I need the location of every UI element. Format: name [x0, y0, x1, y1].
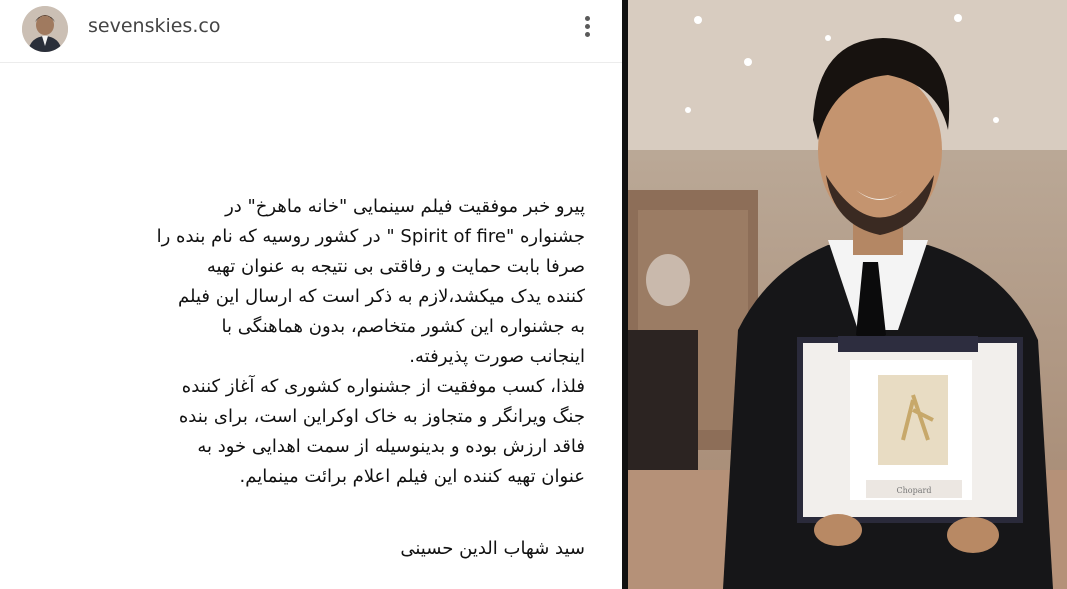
- caption-line: صرفا بابت حمایت و رفاقتی بی نتیجه به عنوان تهیه: [206, 256, 585, 277]
- more-vertical-icon[interactable]: [573, 12, 601, 42]
- post-header: [0, 0, 622, 63]
- trophy-brand: Chopard: [896, 486, 932, 495]
- caption-line: فلذا، کسب موفقیت از جشنواره کشوری که آغاز کننده: [181, 376, 585, 397]
- avatar-icon[interactable]: [22, 6, 68, 52]
- caption-line: به جشنواره این کشور متخاصم، بدون هماهنگی با: [221, 316, 585, 337]
- caption-line: جنگ ویرانگر و متجاوز به خاک اوکراین است، برای بنده: [178, 406, 585, 427]
- caption-line: اینجانب صورت پذیرفته.: [409, 346, 585, 367]
- caption-line: کننده یدک میکشد،لازم به ذکر است که ارسال این فیلم: [178, 286, 585, 307]
- username-link[interactable]: sevenskies.co: [88, 15, 221, 37]
- caption-line: جشنواره "Spirit of fire " در کشور روسیه که نام بنده را: [156, 226, 585, 247]
- caption-line: فاقد ارزش بوده و بدینوسیله از سمت اهدایی خود به: [197, 436, 585, 457]
- post-caption: [30, 192, 585, 492]
- caption-line: پیرو خبر موفقیت فیلم سینمایی "خانه ماهرخ" در: [225, 196, 585, 217]
- signature: سید شهاب الدین حسینی: [400, 538, 585, 559]
- man-holding-award-photo: [628, 0, 1067, 589]
- caption-line: عنوان تهیه کننده این فیلم اعلام برائت مینمایم.: [239, 466, 585, 487]
